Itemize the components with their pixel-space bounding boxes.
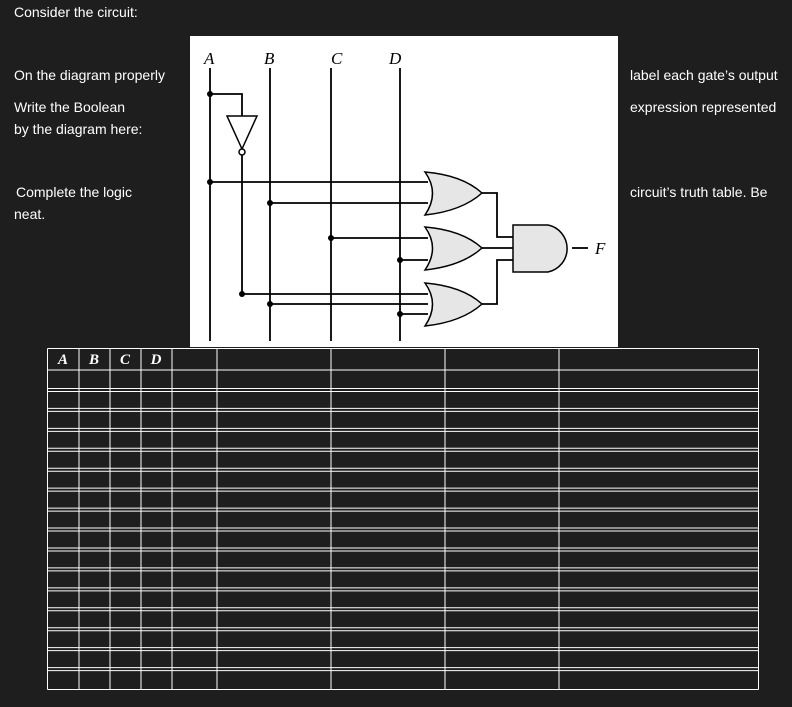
instruction-line-1-right: label each gate’s output bbox=[630, 67, 778, 83]
instruction-line-2-left: Write the Boolean bbox=[14, 99, 126, 115]
header-a: A bbox=[57, 352, 69, 368]
or-gate-3 bbox=[425, 283, 482, 326]
header-b: B bbox=[88, 352, 100, 368]
label-d: D bbox=[389, 49, 402, 68]
instruction-line-5-left: neat. bbox=[14, 206, 46, 222]
or-gate-2 bbox=[425, 227, 482, 270]
label-a: A bbox=[204, 49, 215, 68]
label-f: F bbox=[595, 239, 606, 258]
or-gate-1 bbox=[425, 172, 482, 215]
header-c: C bbox=[119, 352, 131, 368]
header-d: D bbox=[150, 352, 162, 368]
instruction-line-2-right: expression represented bbox=[630, 99, 777, 115]
not-gate bbox=[227, 116, 257, 149]
truth-table bbox=[47, 348, 759, 690]
label-c: C bbox=[331, 49, 343, 68]
page-title: Consider the circuit: bbox=[14, 4, 138, 20]
instruction-line-1-left: On the diagram properly bbox=[14, 67, 165, 83]
label-b: B bbox=[264, 49, 275, 68]
circuit-diagram bbox=[190, 36, 618, 347]
instruction-line-4-right: circuit’s truth table. Be bbox=[630, 184, 768, 200]
instruction-line-3-left: by the diagram here: bbox=[14, 121, 143, 137]
and-gate bbox=[513, 225, 567, 272]
instruction-line-4-left: Complete the logic bbox=[16, 184, 132, 200]
